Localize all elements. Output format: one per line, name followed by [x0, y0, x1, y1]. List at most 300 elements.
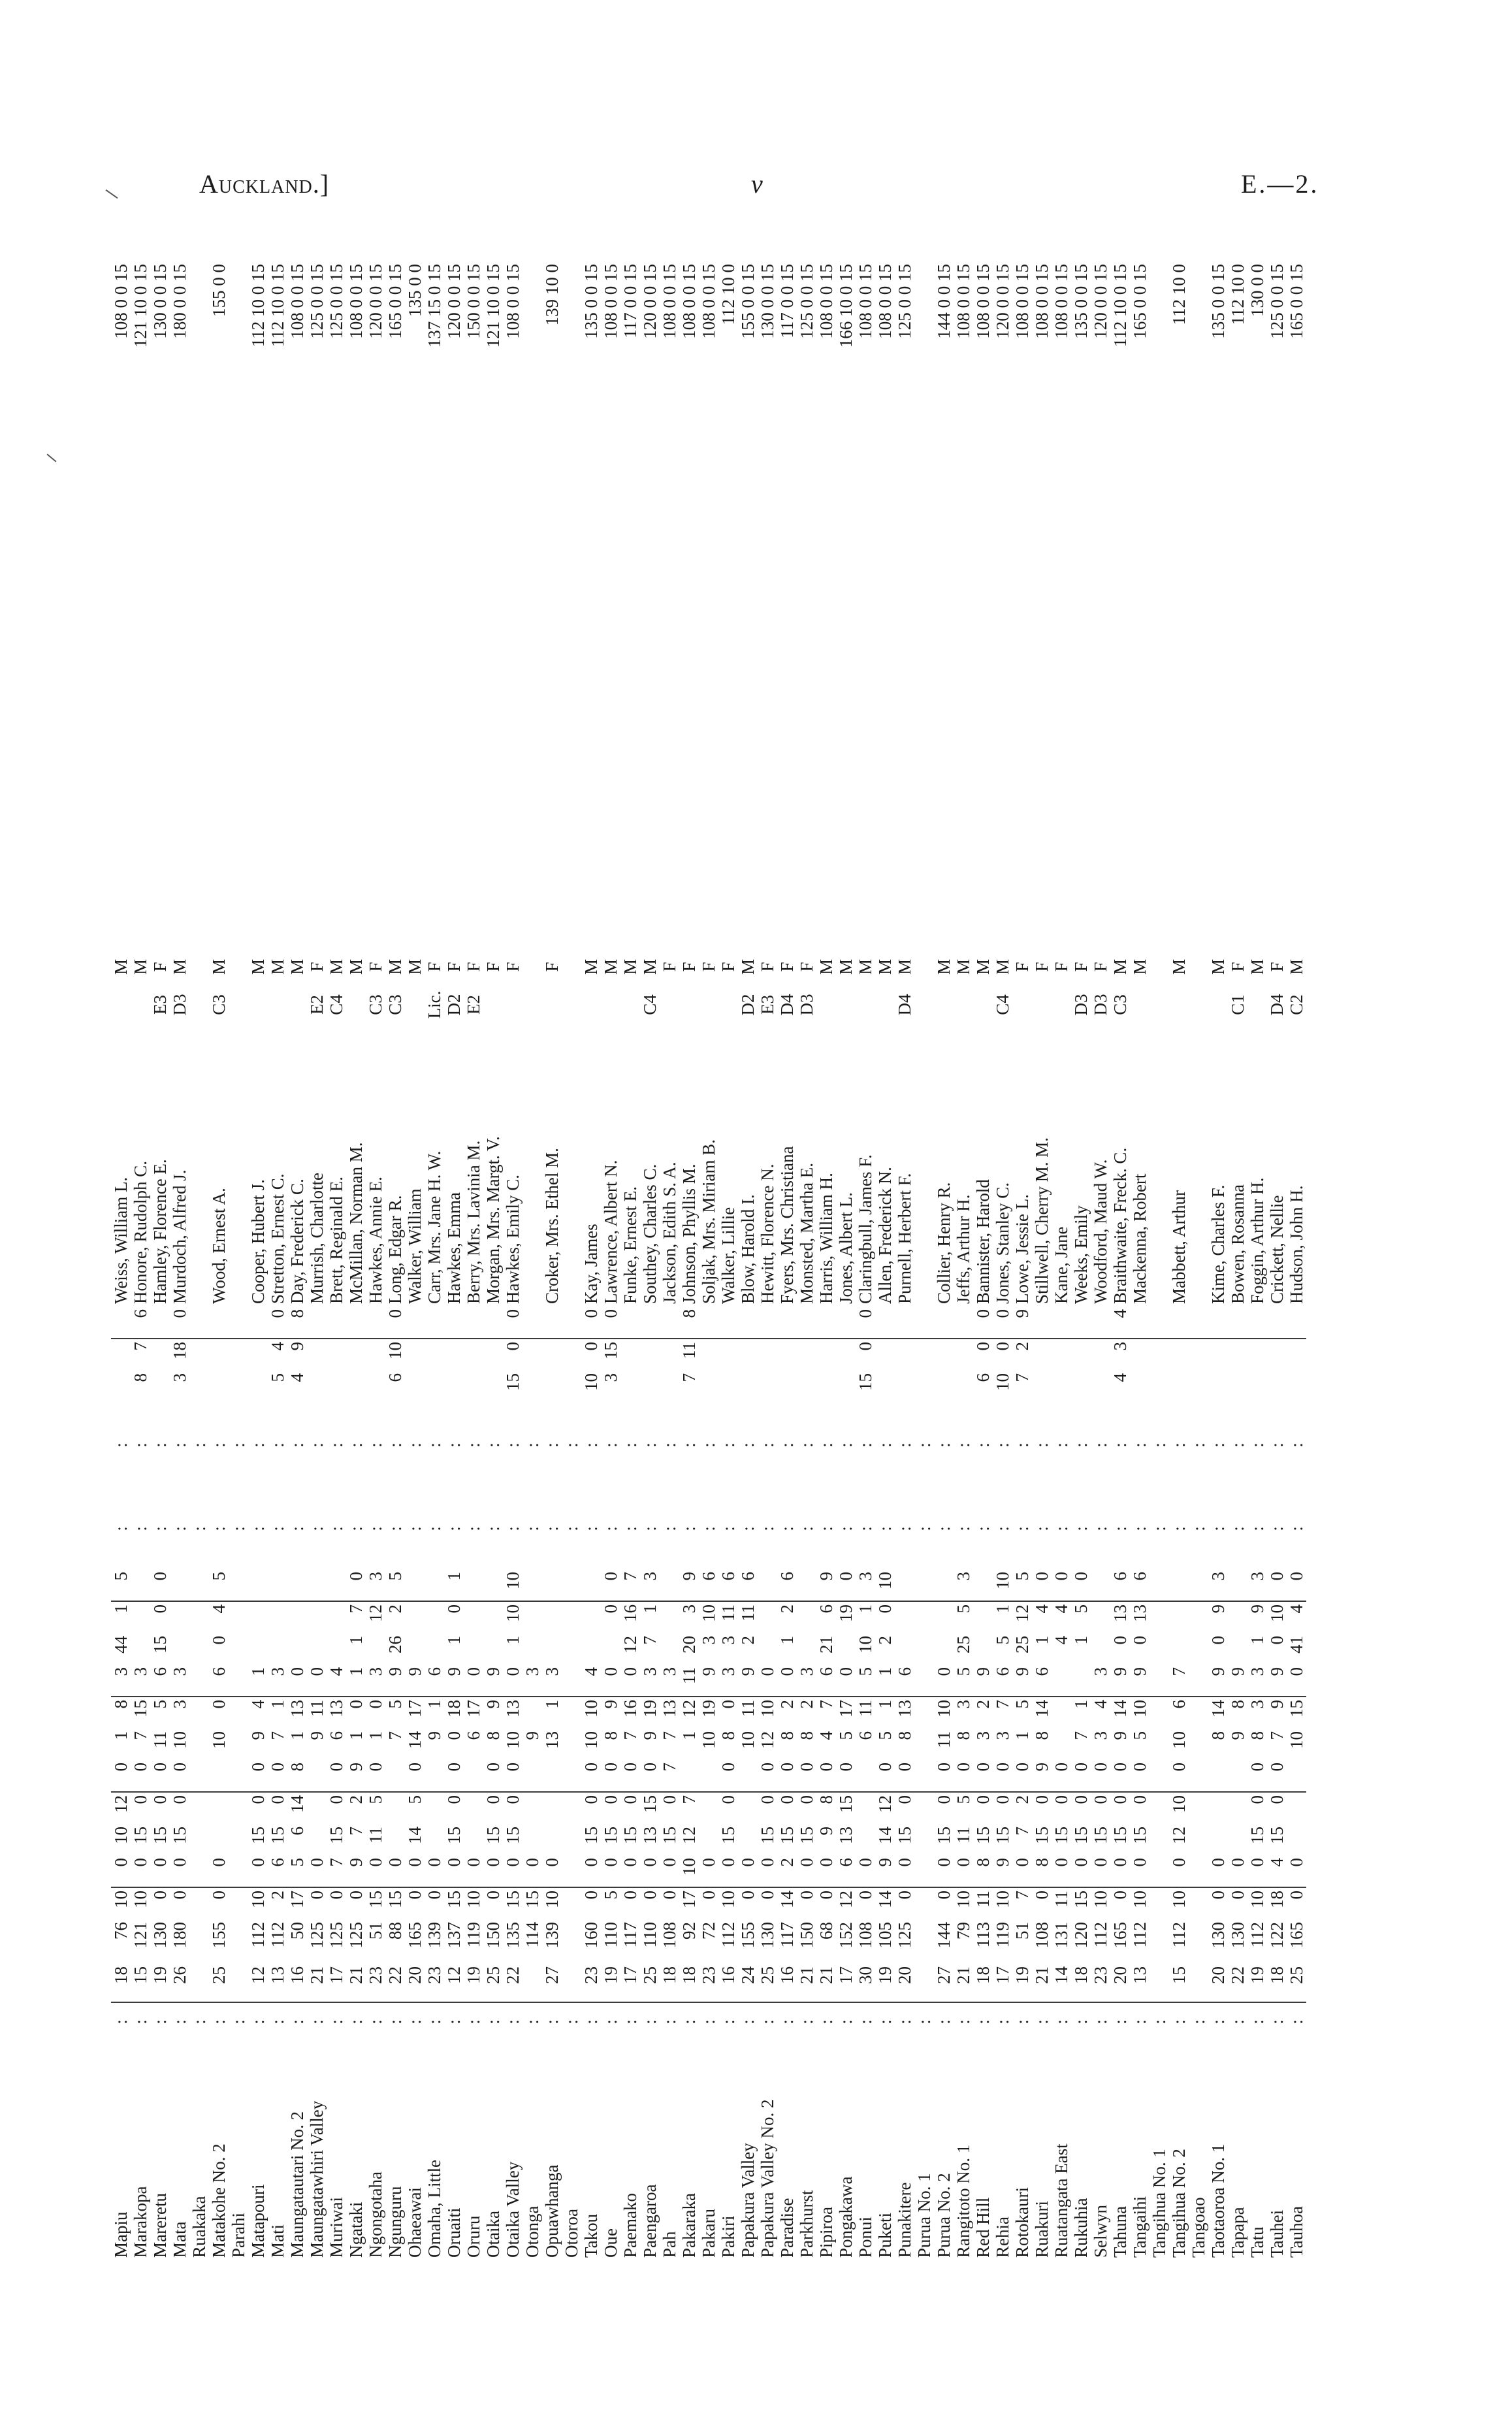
- cell-h: 13: [894, 1700, 914, 1717]
- cell-a: 112: [1129, 1922, 1150, 1948]
- cell-l: [1150, 1569, 1169, 1601]
- cell-sal: 112 10 0 15: [248, 264, 268, 348]
- cell-n: [660, 1339, 679, 1371]
- cell-m: 4: [1110, 1373, 1130, 1382]
- stray-mark: [46, 453, 56, 462]
- cell-g: 3: [973, 1731, 993, 1740]
- empty-column-dots: :: [757, 1440, 777, 1448]
- cell-h: 19: [639, 1700, 660, 1717]
- cell-teacher: McMillan, Norman M.: [346, 1142, 366, 1304]
- cell-att: 12: [444, 1964, 464, 2002]
- cell-c: [189, 1855, 209, 1887]
- empty-column-dots: :: [1286, 1523, 1306, 1531]
- cell-l: 10: [503, 1569, 523, 1601]
- cell-school: Opuawhanga: [541, 2164, 562, 2258]
- cell-cls: C3: [1110, 994, 1130, 1015]
- cell-j: [1150, 1633, 1169, 1665]
- leader-dots: :: [953, 2018, 973, 2025]
- leader-dots: :: [110, 2018, 131, 2025]
- cell-h: 6: [1168, 1700, 1189, 1709]
- cell-j: 1: [443, 1636, 464, 1645]
- cell-i: 6: [993, 1665, 1012, 1697]
- leader-dots: :: [855, 2018, 875, 2025]
- cell-b: 10: [248, 1891, 268, 1908]
- cell-i: 6: [1032, 1665, 1052, 1697]
- cell-b: 0: [326, 1891, 346, 1900]
- cell-f: 0: [797, 1760, 816, 1792]
- cell-sex: M: [130, 959, 150, 975]
- cell-d: 13: [835, 1827, 856, 1844]
- empty-column-dots: :: [1168, 1523, 1189, 1531]
- cell-sal: 166 10 0 15: [835, 264, 856, 348]
- cell-att: 22: [503, 1964, 523, 2002]
- cell-k: 2: [777, 1604, 797, 1614]
- cell-a: 155: [208, 1922, 229, 1949]
- cell-d: 15: [130, 1827, 150, 1844]
- cell-sal: 125 0 0 15: [1266, 264, 1287, 339]
- empty-column-dots: :: [561, 1523, 581, 1531]
- empty-column-dots: :: [110, 1523, 131, 1531]
- cell-g: 8: [1247, 1731, 1267, 1740]
- cell-j: 0: [208, 1636, 229, 1645]
- cell-j: [1091, 1633, 1110, 1665]
- cell-o: 4: [1110, 1307, 1130, 1339]
- cell-k: [248, 1601, 268, 1633]
- cell-d: 15: [443, 1827, 464, 1844]
- cell-k: 0: [150, 1604, 170, 1614]
- cell-d: 15: [502, 1827, 523, 1844]
- cell-o: 0: [385, 1307, 405, 1339]
- table-row: [875, 261, 895, 2260]
- cell-l: [268, 1569, 287, 1601]
- cell-att: 26: [170, 1964, 189, 2002]
- cell-f: [542, 1760, 562, 1792]
- cell-i: 3: [640, 1665, 660, 1697]
- table-row: [170, 261, 189, 2260]
- cell-c: 0: [503, 1855, 523, 1887]
- cell-m: [640, 1371, 660, 1402]
- cell-f: 0: [1247, 1760, 1267, 1792]
- cell-f: 0: [581, 1760, 601, 1792]
- cell-f: 0: [777, 1760, 797, 1792]
- cell-teacher: Murrish, Charlotte: [306, 1173, 327, 1304]
- cell-m: 3: [600, 1373, 620, 1382]
- cell-g: 8: [718, 1731, 738, 1740]
- cell-school: Oruru: [463, 2215, 483, 2258]
- cell-i: 9: [699, 1665, 718, 1697]
- table-row: [111, 261, 131, 2260]
- cell-l: 5: [385, 1569, 405, 1601]
- cell-m: 5: [267, 1373, 287, 1382]
- cell-h: 4: [1090, 1700, 1110, 1709]
- cell-f: 0: [1071, 1760, 1091, 1792]
- page-number: v: [751, 169, 764, 199]
- cell-g: 10: [208, 1731, 229, 1749]
- cell-g: 10: [698, 1731, 718, 1749]
- cell-g: 9: [424, 1731, 444, 1740]
- cell-b: 5: [600, 1891, 620, 1900]
- cell-cls: [248, 983, 268, 1027]
- cell-teacher: Purnell, Herbert F.: [894, 1173, 914, 1304]
- cell-att: 20: [405, 1964, 425, 2002]
- cell-k: [307, 1601, 327, 1633]
- table-row: [444, 261, 464, 2260]
- cell-cls: [1130, 983, 1150, 1027]
- cell-f: 0: [973, 1760, 993, 1792]
- empty-column-dots: :: [1110, 1523, 1130, 1531]
- cell-e: [562, 1792, 581, 1824]
- cell-cls: E2: [306, 995, 327, 1015]
- leader-dots: :: [326, 2018, 346, 2025]
- cell-teacher: Kay, James: [581, 1224, 601, 1304]
- cell-o: [1189, 1307, 1208, 1339]
- cell-j: [581, 1633, 601, 1665]
- cell-f: 0: [444, 1760, 464, 1792]
- cell-b: 10: [541, 1891, 562, 1908]
- cell-teacher: [914, 1027, 934, 1307]
- cell-sal: 108 0 0 15: [679, 264, 699, 339]
- leader-dots: :: [306, 2018, 327, 2025]
- cell-o: [327, 1307, 346, 1339]
- cell-m: [620, 1371, 640, 1402]
- cell-l: 6: [699, 1569, 718, 1601]
- cell-m: [1091, 1371, 1110, 1402]
- cell-b: 2: [267, 1891, 287, 1900]
- cell-h: [523, 1697, 542, 1729]
- cell-n: [699, 1339, 718, 1371]
- cell-cls: D3: [1070, 994, 1091, 1016]
- cell-j: 1: [1070, 1636, 1091, 1645]
- cell-n: 11: [679, 1342, 699, 1359]
- cell-m: 10: [992, 1373, 1012, 1391]
- leader-dots: :: [581, 2018, 601, 2025]
- cell-o: [797, 1307, 816, 1339]
- cell-att: 18: [111, 1964, 131, 2002]
- cell-g: 10: [581, 1731, 601, 1749]
- leader-dots: :: [1070, 2018, 1091, 2025]
- cell-school: Pakaru: [698, 2209, 718, 2258]
- cell-f: 0: [1052, 1760, 1071, 1792]
- cell-att: 19: [150, 1964, 170, 2002]
- cell-cls: [581, 983, 601, 1027]
- cell-teacher: Hewitt, Florence N.: [757, 1163, 777, 1304]
- cell-n: [189, 1339, 209, 1371]
- cell-k: 0: [443, 1604, 464, 1614]
- cell-teacher: Harris, William H.: [816, 1173, 836, 1304]
- cell-cls: C3: [385, 994, 405, 1015]
- cell-att: 18: [973, 1964, 993, 2002]
- cell-teacher: Bannister, Harold: [973, 1179, 993, 1304]
- cell-l: 9: [679, 1569, 699, 1601]
- cell-o: [895, 1307, 914, 1339]
- cell-g: 10: [502, 1731, 523, 1749]
- cell-b: 0: [208, 1891, 229, 1900]
- cell-n: 9: [287, 1342, 307, 1351]
- empty-column-dots: :: [933, 1523, 954, 1531]
- cell-d: 14: [404, 1827, 425, 1844]
- cell-e: 0: [600, 1795, 620, 1804]
- cell-c: 0: [640, 1855, 660, 1887]
- cell-o: [1208, 1307, 1228, 1339]
- cell-o: 0: [973, 1307, 993, 1339]
- cell-e: 0: [777, 1795, 797, 1804]
- leader-dots: :: [718, 2018, 738, 2025]
- cell-g: 5: [835, 1731, 856, 1740]
- cell-d: [699, 1824, 718, 1855]
- cell-c: 9: [346, 1855, 366, 1887]
- cell-att: 15: [131, 1964, 150, 2002]
- cell-i: [1052, 1665, 1071, 1697]
- cell-sex: M: [835, 959, 856, 975]
- cell-a: 135: [502, 1922, 523, 1949]
- cell-cls: C4: [326, 994, 346, 1015]
- cell-att: 25: [1287, 1964, 1306, 2002]
- empty-column-dots: :: [228, 1440, 248, 1448]
- empty-column-dots: :: [620, 1523, 640, 1531]
- cell-d: 11: [365, 1827, 385, 1844]
- cell-o: [425, 1307, 444, 1339]
- cell-cls: [954, 983, 973, 1027]
- cell-a: 51: [1012, 1922, 1032, 1940]
- empty-column-dots: :: [287, 1523, 307, 1531]
- cell-f: [1208, 1760, 1228, 1792]
- cell-d: 15: [1247, 1827, 1267, 1844]
- cell-teacher: Cooper, Hubert J.: [248, 1179, 268, 1304]
- empty-column-dots: :: [522, 1523, 542, 1531]
- cell-h: 9: [1266, 1700, 1287, 1709]
- cell-e: 0: [659, 1795, 679, 1804]
- cell-b: 10: [110, 1891, 131, 1908]
- cell-school: Paemako: [620, 2193, 640, 2258]
- cell-b: 10: [463, 1891, 483, 1908]
- cell-teacher: Long, Edgar R.: [385, 1195, 405, 1304]
- cell-i: 4: [581, 1665, 601, 1697]
- cell-cls: E3: [757, 995, 777, 1015]
- cell-n: [444, 1339, 464, 1371]
- cell-k: 0: [875, 1604, 895, 1614]
- cell-school: Otonga: [522, 2205, 542, 2258]
- cell-a: 113: [973, 1922, 993, 1948]
- cell-att: 12: [248, 1964, 268, 2002]
- cell-cls: [699, 983, 718, 1027]
- cell-school: Pah: [659, 2231, 679, 2258]
- cell-school: Paengaroa: [639, 2184, 660, 2258]
- cell-i: 6: [150, 1665, 170, 1697]
- empty-column-dots: :: [953, 1523, 973, 1531]
- cell-f: 9: [346, 1760, 366, 1792]
- empty-column-dots: :: [600, 1440, 620, 1448]
- cell-h: 10: [1129, 1700, 1150, 1717]
- cell-n: [248, 1339, 268, 1371]
- cell-g: 8: [894, 1731, 914, 1740]
- cell-school: Ruakuri: [1031, 2201, 1052, 2258]
- cell-att: 17: [836, 1964, 856, 2002]
- cell-att: [1150, 1964, 1169, 2002]
- cell-a: 119: [463, 1922, 483, 1948]
- empty-column-dots: :: [737, 1440, 758, 1448]
- cell-d: 9: [816, 1827, 836, 1836]
- cell-k: 4: [1051, 1604, 1071, 1614]
- cell-sex: M: [855, 959, 875, 975]
- cell-sex: [914, 951, 934, 983]
- cell-att: 19: [1247, 1964, 1267, 2002]
- cell-f: 0: [875, 1760, 895, 1792]
- cell-att: 19: [601, 1964, 620, 2002]
- table-row: [1130, 261, 1150, 2260]
- cell-m: [483, 1371, 503, 1402]
- cell-l: 0: [346, 1569, 366, 1601]
- cell-l: [405, 1569, 425, 1601]
- cell-g: 3: [1090, 1731, 1110, 1740]
- cell-n: [934, 1339, 954, 1371]
- cell-l: [248, 1569, 268, 1601]
- empty-column-dots: :: [1051, 1440, 1071, 1448]
- cell-k: 2: [385, 1604, 405, 1614]
- cell-n: [895, 1339, 914, 1371]
- cell-m: 7: [1012, 1373, 1032, 1382]
- table-row: [327, 261, 346, 2260]
- cell-d: [1287, 1824, 1306, 1855]
- empty-column-dots: :: [992, 1523, 1012, 1531]
- cell-j: 10: [855, 1636, 875, 1653]
- cell-f: [1150, 1760, 1169, 1792]
- cell-cls: [1169, 983, 1189, 1027]
- cell-k: [189, 1601, 209, 1633]
- cell-m: [248, 1371, 268, 1402]
- cell-n: [464, 1339, 483, 1371]
- cell-cls: E2: [463, 995, 483, 1015]
- cell-e: 0: [973, 1795, 993, 1804]
- cell-h: 16: [620, 1700, 640, 1717]
- cell-sex: M: [1110, 959, 1130, 975]
- empty-column-dots: :: [679, 1440, 699, 1448]
- cell-att: [229, 1964, 248, 2002]
- cell-g: 8: [796, 1731, 816, 1740]
- cell-m: [1287, 1371, 1306, 1402]
- cell-n: 7: [130, 1342, 150, 1351]
- cell-e: 8: [816, 1795, 836, 1804]
- cell-k: 1: [855, 1604, 875, 1614]
- cell-o: [1130, 1307, 1150, 1339]
- cell-a: 68: [816, 1922, 836, 1940]
- cell-sal: 112 10 0 15: [267, 264, 287, 348]
- cell-b: 10: [1129, 1891, 1150, 1908]
- cell-teacher: Crickett, Nellie: [1266, 1195, 1287, 1304]
- cell-sex: M: [110, 959, 131, 975]
- cell-h: 3: [169, 1700, 189, 1709]
- cell-b: 10: [953, 1891, 973, 1908]
- cell-cls: [523, 983, 542, 1027]
- cell-d: 15: [1090, 1827, 1110, 1844]
- cell-o: [954, 1307, 973, 1339]
- cell-n: [777, 1339, 797, 1371]
- cell-d: 15: [600, 1827, 620, 1844]
- cell-school: Parkhurst: [796, 2190, 816, 2258]
- cell-att: 21: [346, 1964, 366, 2002]
- table-row: [1071, 261, 1091, 2260]
- cell-att: 21: [816, 1964, 836, 2002]
- leader-dots: :: [835, 2018, 856, 2025]
- cell-sal: 108 0 0 15: [502, 264, 523, 339]
- cell-school: Tatu: [1247, 2226, 1267, 2258]
- cell-o: [542, 1307, 562, 1339]
- empty-column-dots: :: [698, 1523, 718, 1531]
- cell-a: 72: [698, 1922, 718, 1940]
- cell-f: 0: [1267, 1760, 1287, 1792]
- cell-m: [1169, 1371, 1189, 1402]
- cell-sex: M: [1129, 959, 1150, 975]
- cell-f: [209, 1760, 229, 1792]
- cell-k: [797, 1601, 816, 1633]
- cell-att: 19: [875, 1964, 895, 2002]
- empty-column-dots: :: [835, 1440, 856, 1448]
- empty-column-dots: :: [639, 1440, 660, 1448]
- cell-e: [464, 1792, 483, 1824]
- leader-dots: :: [894, 2018, 914, 2025]
- cell-n: 18: [169, 1342, 189, 1359]
- cell-f: 0: [601, 1760, 620, 1792]
- cell-h: 10: [933, 1700, 954, 1717]
- cell-c: 0: [1110, 1855, 1130, 1887]
- cell-m: [1032, 1371, 1052, 1402]
- table-row: [523, 261, 542, 2260]
- cell-m: [1189, 1371, 1208, 1402]
- empty-column-dots: :: [228, 1523, 248, 1531]
- cell-a: 114: [522, 1922, 542, 1948]
- cell-a: 112: [1090, 1922, 1110, 1948]
- cell-sex: F: [1090, 962, 1110, 972]
- cell-i: 11: [679, 1665, 699, 1697]
- empty-column-dots: :: [1110, 1440, 1130, 1448]
- empty-column-dots: :: [1247, 1523, 1267, 1531]
- cell-n: 0: [581, 1342, 601, 1351]
- cell-school: Rukuhia: [1070, 2198, 1091, 2258]
- cell-h: 0: [346, 1700, 366, 1709]
- table-row: [503, 261, 523, 2260]
- empty-column-dots: :: [267, 1523, 287, 1531]
- cell-e: [1228, 1792, 1247, 1824]
- table-row: [934, 261, 954, 2260]
- cell-o: 0: [503, 1307, 523, 1339]
- cell-g: [1189, 1729, 1208, 1760]
- cell-teacher: Weiss, William L.: [110, 1177, 131, 1304]
- cell-l: [483, 1569, 503, 1601]
- cell-att: 25: [758, 1964, 777, 2002]
- empty-column-dots: :: [1012, 1440, 1032, 1448]
- cell-i: 9: [1130, 1665, 1150, 1697]
- cell-sal: 120 0 0 15: [365, 264, 385, 339]
- cell-e: 5: [953, 1795, 973, 1804]
- cell-sex: [523, 951, 542, 983]
- leader-dots: :: [1090, 2018, 1110, 2025]
- cell-n: [209, 1339, 229, 1371]
- cell-cls: C4: [992, 994, 1012, 1015]
- cell-sal: 135 0 0 15: [581, 264, 601, 339]
- cell-sal: 112 10 0: [1227, 264, 1247, 325]
- cell-c: [1189, 1855, 1208, 1887]
- cell-j: [562, 1633, 581, 1665]
- cell-e: 0: [502, 1795, 523, 1804]
- cell-sal: 108 0 0 15: [1012, 264, 1032, 339]
- cell-b: 10: [718, 1891, 738, 1908]
- cell-m: [307, 1371, 327, 1402]
- cell-l: [895, 1569, 914, 1601]
- cell-c: [229, 1855, 248, 1887]
- cell-a: 160: [581, 1922, 601, 1949]
- cell-o: [718, 1307, 738, 1339]
- cell-cls: [934, 983, 954, 1027]
- cell-k: [405, 1601, 425, 1633]
